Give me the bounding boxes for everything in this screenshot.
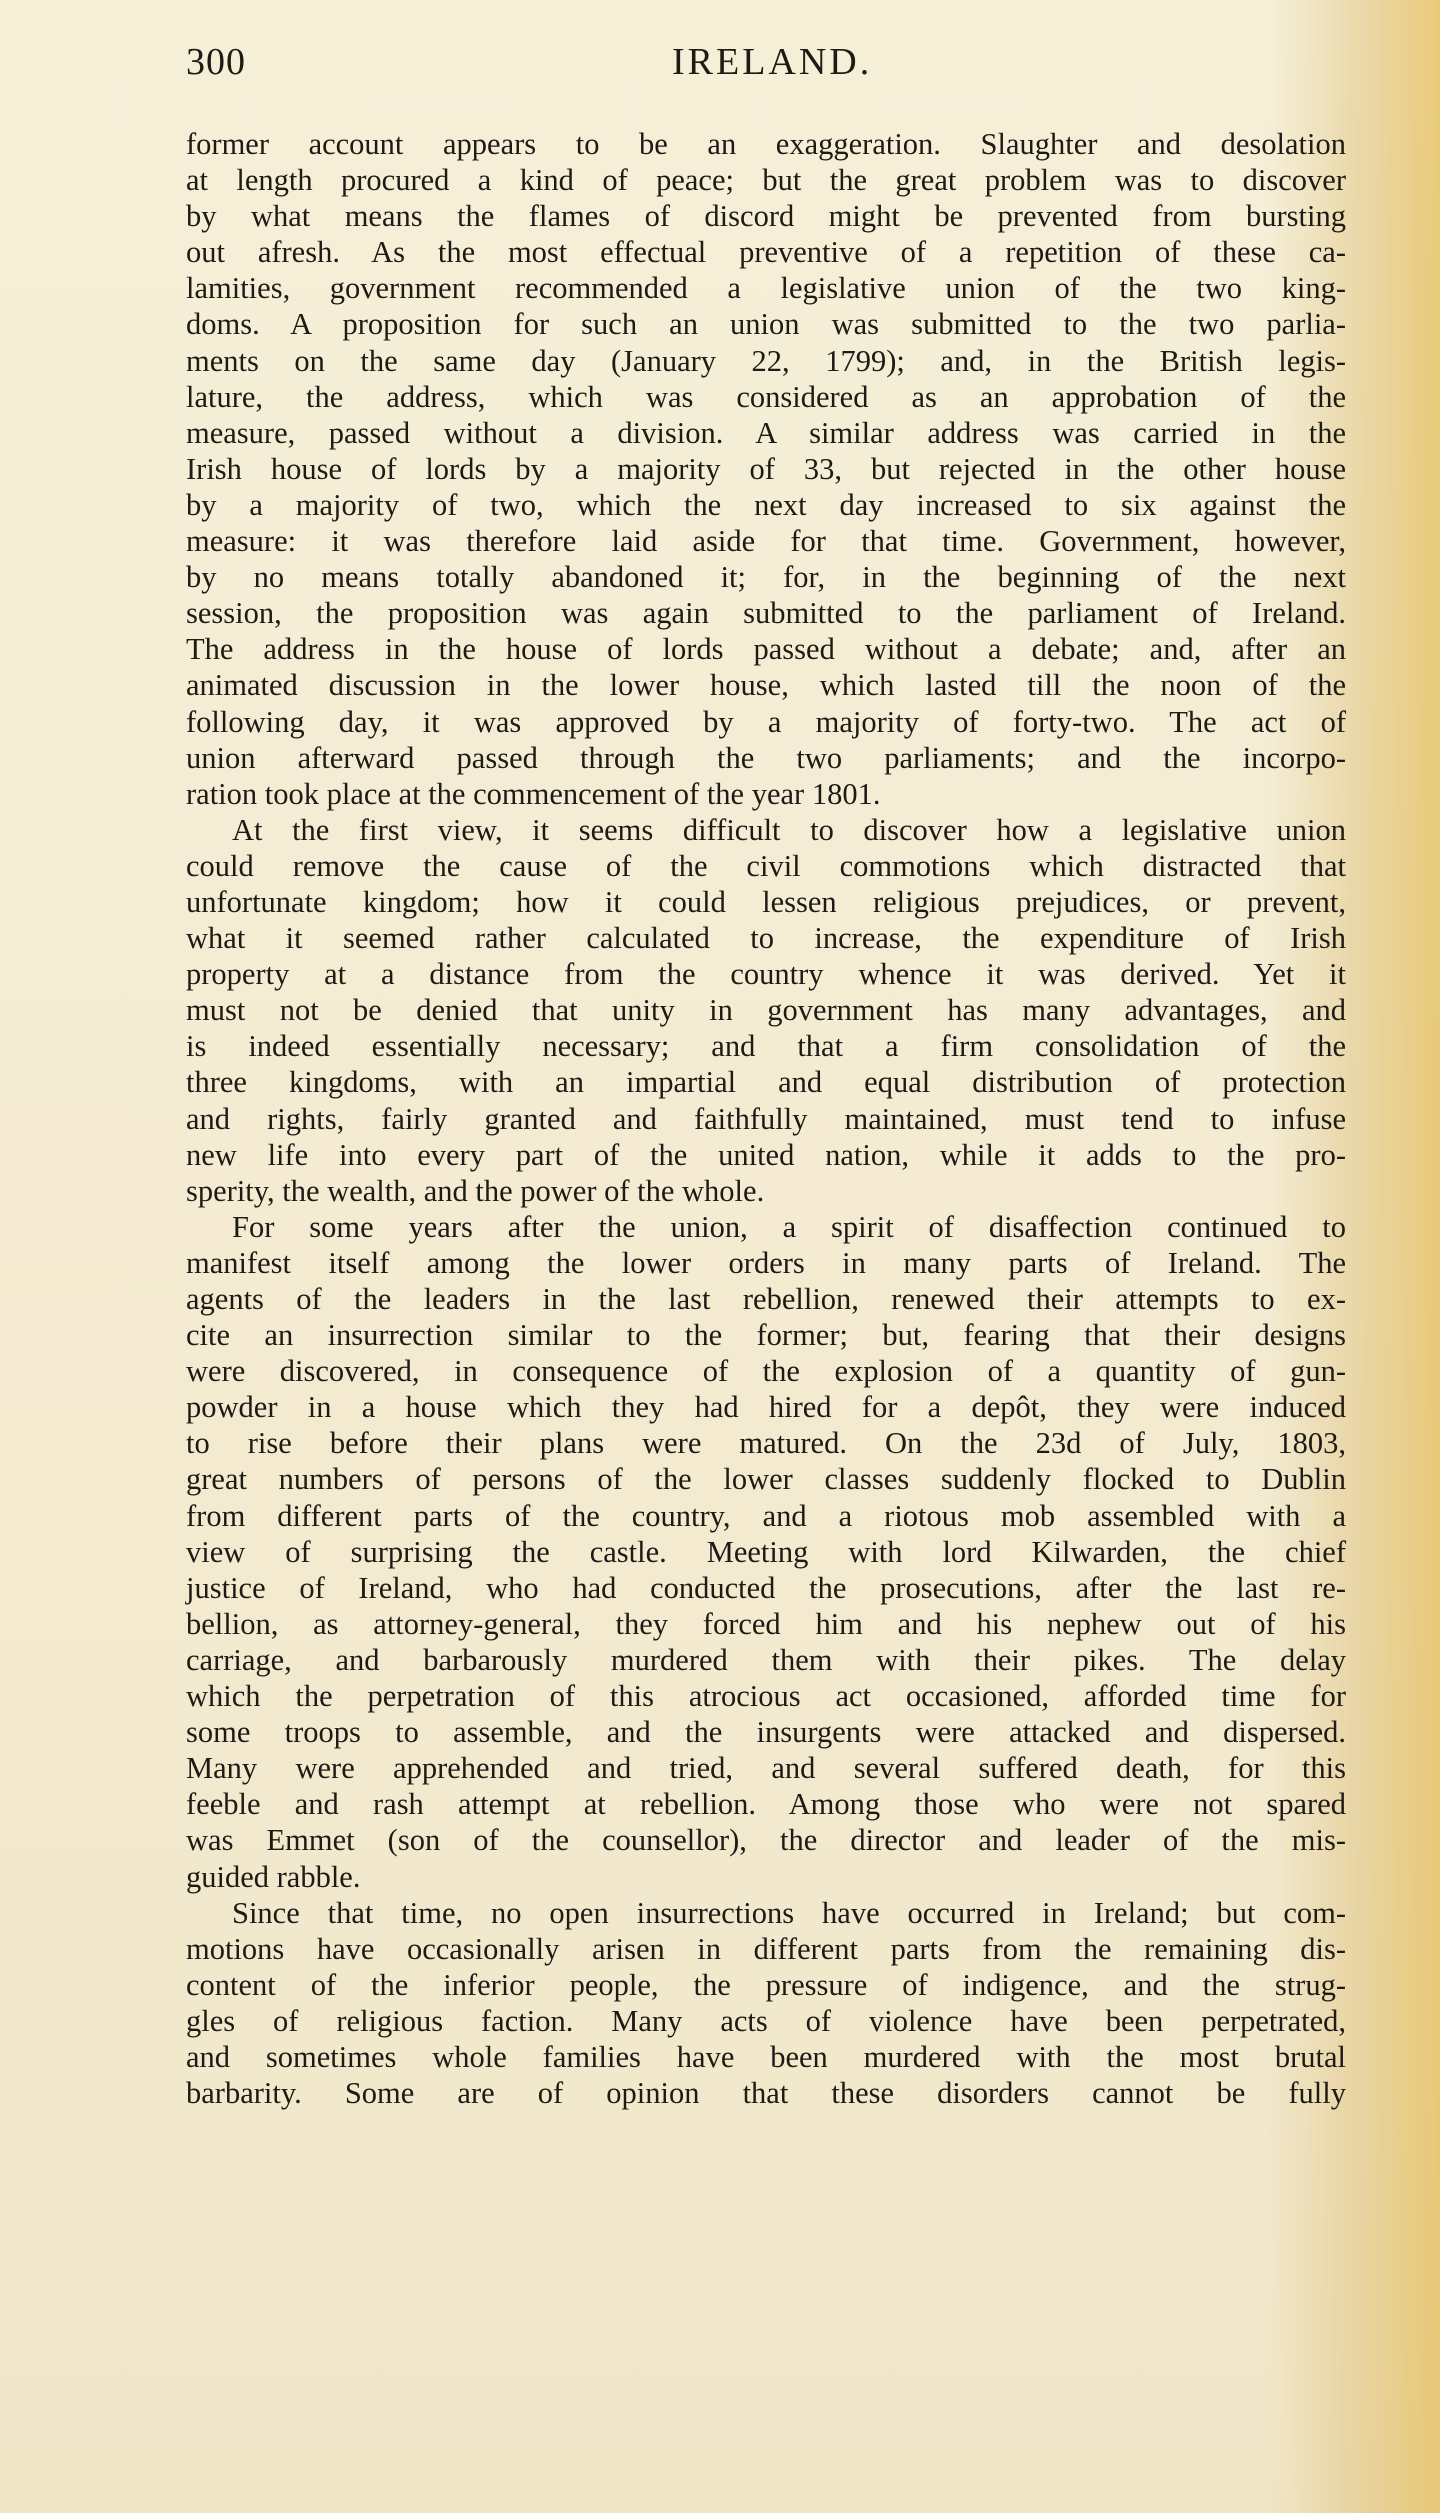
text-line: motions have occasionally arisen in different parts from the remaining dis-	[186, 1931, 1346, 1966]
text-line: three kingdoms, with an impartial and equal distribution of protection	[186, 1065, 1346, 1100]
page-header	[186, 40, 1326, 100]
text-line: carriage, and barbarously murdered them with their pikes. The delay	[186, 1642, 1346, 1677]
text-line: must not be denied that unity in government has many advantages, and	[186, 993, 1346, 1028]
text-line: at length procured a kind of peace; but the great problem was to discover	[186, 163, 1346, 198]
text-line: ration took place at the commencement of the year 1801.	[186, 776, 881, 811]
text-line: by a majority of two, which the next day increased to six against the	[186, 487, 1346, 522]
text-line: and sometimes whole families have been murdered with the most brutal	[186, 2039, 1346, 2074]
text-line: former account appears to be an exaggeration. Slaughter and desolation	[186, 127, 1346, 161]
text-line: Many were apprehended and tried, and several suffered death, for this	[186, 1751, 1346, 1786]
text-line: The address in the house of lords passed without a debate; and, after an	[186, 632, 1346, 667]
text-line: by no means totally abandoned it; for, in the beginning of the next	[186, 560, 1346, 595]
text-line: bellion, as attorney-general, they forced him and his nephew out of his	[186, 1606, 1346, 1641]
text-line: justice of Ireland, who had conducted the prosecutions, after the last re-	[186, 1570, 1346, 1605]
text-line: following day, it was approved by a majority of forty-two. The act of	[186, 704, 1346, 739]
text-line: union afterward passed through the two parliaments; and the incorpo-	[186, 740, 1346, 775]
text-line: view of surprising the castle. Meeting with lord Kilwarden, the chief	[186, 1534, 1346, 1569]
text-line: measure: it was therefore laid aside for that time. Government, however,	[186, 524, 1346, 559]
text-line: Since that time, no open insurrections have occurred in Ireland; but com-	[232, 1895, 1346, 1930]
text-line: unfortunate kingdom; how it could lessen religious prejudices, or prevent,	[186, 884, 1346, 919]
text-line: sperity, the wealth, and the power of the whole.	[186, 1173, 765, 1208]
text-line: by what means the flames of discord might be prevented from bursting	[186, 199, 1346, 234]
text-line: lature, the address, which was considered as an approbation of the	[186, 379, 1346, 414]
text-line: barbarity. Some are of opinion that these disorders cannot be fully	[186, 2076, 1346, 2111]
text-line: animated discussion in the lower house, which lasted till the noon of the	[186, 668, 1346, 703]
body-text	[186, 126, 1346, 2111]
text-line: gles of religious faction. Many acts of violence have been perpetrated,	[186, 2003, 1346, 2038]
text-line: out afresh. As the most effectual preventive of a repetition of these ca-	[186, 235, 1346, 270]
text-line: powder in a house which they had hired for a depôt, they were induced	[186, 1390, 1346, 1425]
text-line: cite an insurrection similar to the former; but, fearing that their designs	[186, 1318, 1346, 1353]
text-line: content of the inferior people, the pressure of indigence, and the strug-	[186, 1967, 1346, 2002]
text-line: were discovered, in consequence of the explosion of a quantity of gun-	[186, 1354, 1346, 1389]
text-line: great numbers of persons of the lower classes suddenly flocked to Dublin	[186, 1462, 1346, 1497]
text-line: manifest itself among the lower orders in many parts of Ireland. The	[186, 1245, 1346, 1280]
text-line: guided rabble.	[186, 1859, 361, 1894]
text-line: session, the proposition was again submitted to the parliament of Ireland.	[186, 596, 1346, 631]
text-line: from different parts of the country, and a riotous mob assembled with a	[186, 1498, 1346, 1533]
text-line: property at a distance from the country whence it was derived. Yet it	[186, 957, 1346, 992]
text-line: could remove the cause of the civil commotions which distracted that	[186, 848, 1346, 883]
text-line: agents of the leaders in the last rebellion, renewed their attempts to ex-	[186, 1282, 1346, 1316]
text-line: feeble and rash attempt at rebellion. Among those who were not spared	[186, 1787, 1346, 1822]
text-line: doms. A proposition for such an union was submitted to the two parlia-	[186, 307, 1346, 342]
text-line: which the perpetration of this atrocious act occasioned, afforded time for	[186, 1679, 1346, 1714]
text-line: ments on the same day (January 22, 1799); and, in the British legis-	[186, 343, 1346, 378]
text-line: lamities, government recommended a legislative union of the two king-	[186, 271, 1346, 306]
text-line: Irish house of lords by a majority of 33, but rejected in the other house	[186, 451, 1346, 486]
text-line: what it seemed rather calculated to increase, the expenditure of Irish	[186, 921, 1346, 956]
running-title: IRELAND.	[672, 41, 873, 83]
text-line: some troops to assemble, and the insurgents were attacked and dispersed.	[186, 1715, 1346, 1750]
text-line: was Emmet (son of the counsellor), the director and leader of the mis-	[186, 1823, 1346, 1858]
page-number: 300	[186, 41, 246, 83]
text-line: to rise before their plans were matured. On the 23d of July, 1803,	[186, 1426, 1346, 1461]
text-line: and rights, fairly granted and faithfully maintained, must tend to infuse	[186, 1101, 1346, 1136]
text-line: new life into every part of the united nation, while it adds to the pro-	[186, 1137, 1346, 1172]
text-line: is indeed essentially necessary; and that a firm consolidation of the	[186, 1029, 1346, 1064]
text-line: For some years after the union, a spirit of disaffection continued to	[232, 1209, 1346, 1244]
text-line: measure, passed without a division. A similar address was carried in the	[186, 415, 1346, 450]
text-line: At the first view, it seems difficult to discover how a legislative union	[232, 812, 1346, 847]
